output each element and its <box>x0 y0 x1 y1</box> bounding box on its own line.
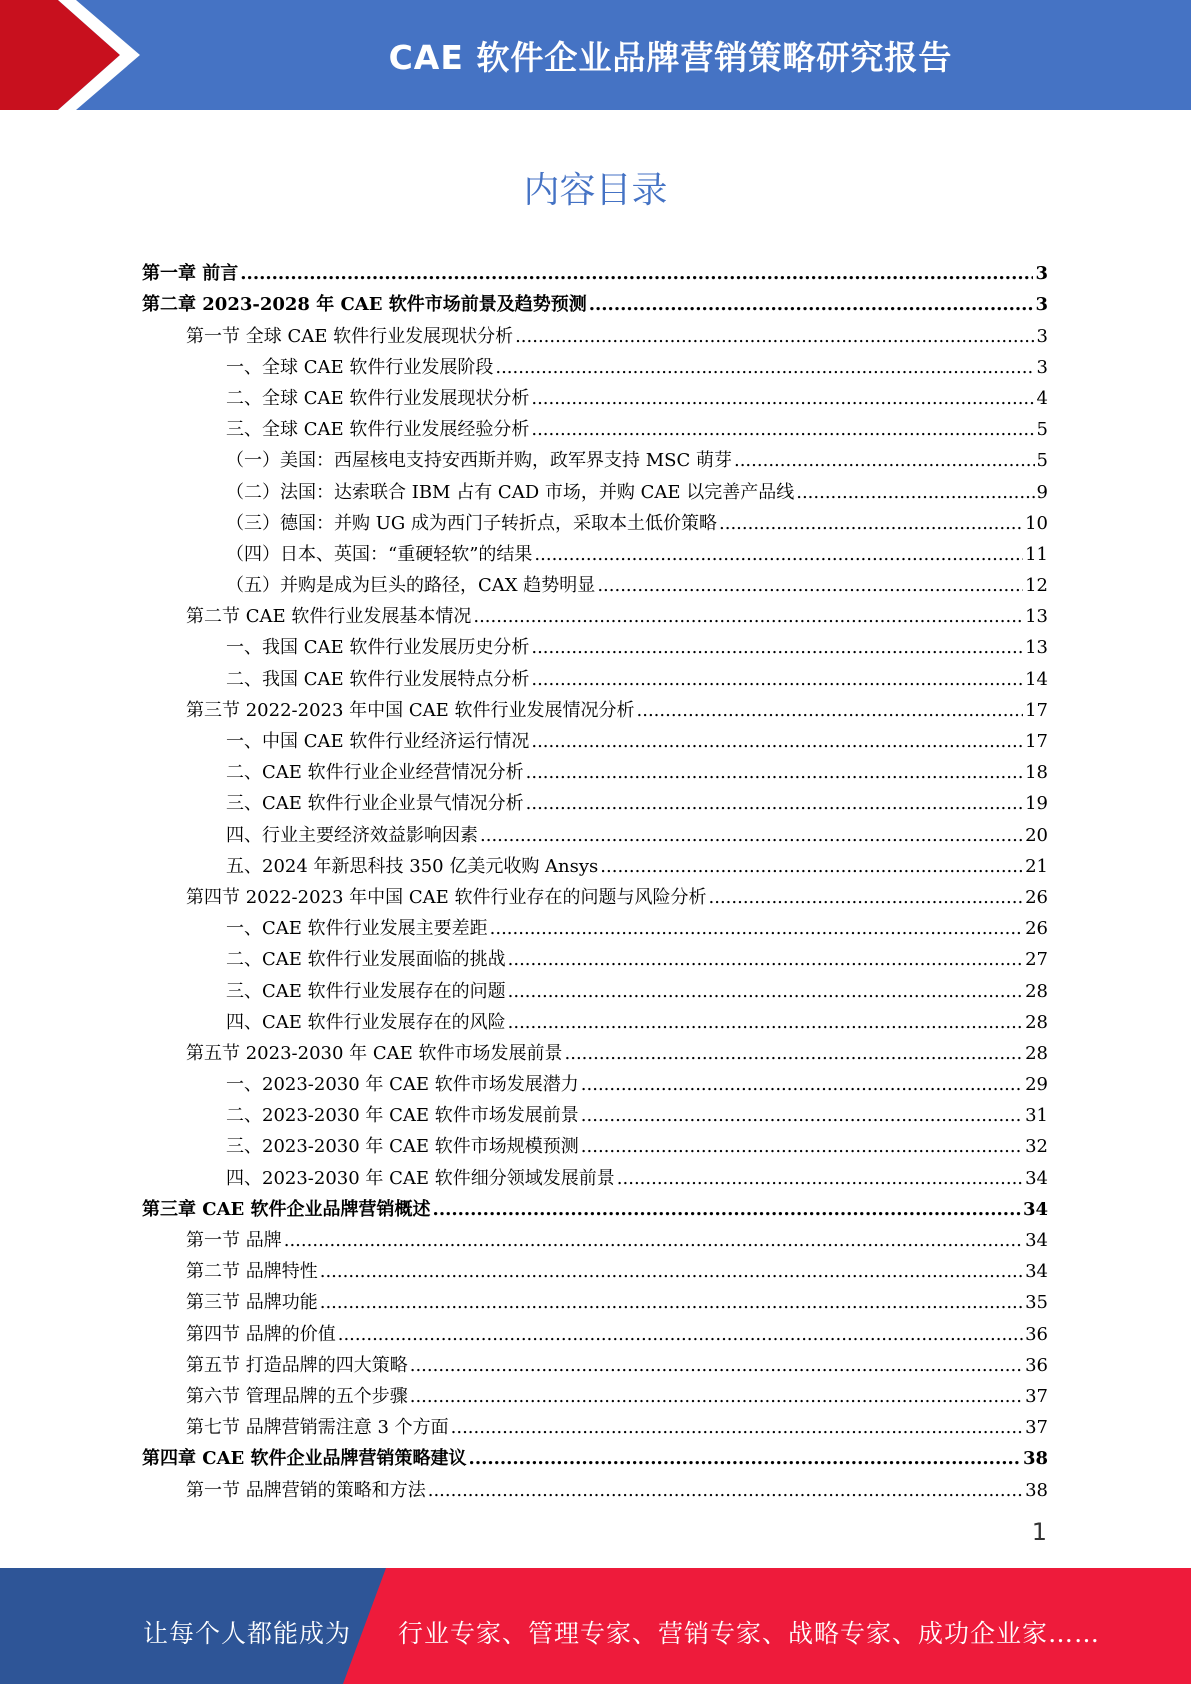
toc-entry[interactable] <box>142 472 1048 503</box>
toc-entry[interactable] <box>142 909 1048 940</box>
toc-entry-page: 34 <box>1025 1167 1048 1189</box>
toc-leader-dots <box>451 1417 1023 1439</box>
toc-entry-page: 36 <box>1025 1323 1048 1345</box>
toc-leader-dots <box>531 419 1034 441</box>
toc-entry-page: 17 <box>1025 699 1048 721</box>
toc-entry[interactable] <box>142 1252 1048 1283</box>
toc-leader-dots <box>410 1355 1023 1377</box>
toc-entry-page: 38 <box>1025 1479 1048 1501</box>
toc-entry[interactable] <box>142 1003 1048 1034</box>
toc-leader-dots <box>473 606 1023 628</box>
toc-heading: 内容目录 <box>523 170 668 211</box>
toc-entry-title: 三、CAE 软件行业企业景气情况分析 <box>226 793 524 815</box>
toc-entry[interactable] <box>142 1439 1048 1470</box>
toc-entry-title: 三、CAE 软件行业发展存在的问题 <box>226 980 506 1002</box>
toc-entry-title: 第三节 品牌功能 <box>186 1292 318 1314</box>
toc-entry-page: 26 <box>1025 886 1048 908</box>
toc-entry[interactable] <box>142 597 1048 628</box>
report-title: CAE 软件企业品牌营销策略研究报告 <box>388 37 953 77</box>
toc-entry[interactable] <box>142 1346 1048 1377</box>
toc-leader-dots <box>534 544 1023 566</box>
table-of-contents <box>142 254 1048 1502</box>
toc-entry-title: 一、中国 CAE 软件行业经济运行情况 <box>226 731 530 752</box>
toc-entry-title: 二、CAE 软件行业企业经营情况分析 <box>226 762 524 784</box>
toc-entry-page: 37 <box>1025 1417 1048 1439</box>
toc-entry-page: 9 <box>1036 481 1048 503</box>
toc-entry-title: 第三节 2022-2023 年中国 CAE 软件行业发展情况分析 <box>186 699 635 721</box>
toc-leader-dots <box>719 513 1023 535</box>
toc-entry[interactable] <box>142 878 1048 909</box>
toc-entry[interactable] <box>142 316 1048 347</box>
toc-entry-page: 36 <box>1025 1354 1048 1376</box>
toc-leader-dots <box>284 1230 1023 1252</box>
toc-entry-page: 3 <box>1036 356 1048 378</box>
toc-entry[interactable] <box>142 441 1048 472</box>
page-number: 1 <box>1031 1518 1047 1546</box>
toc-entry-title: 四、2023-2030 年 CAE 软件细分领域发展前景 <box>226 1167 615 1189</box>
toc-entry-page: 37 <box>1025 1385 1048 1407</box>
toc-leader-dots <box>581 1136 1023 1158</box>
toc-entry-page: 31 <box>1025 1105 1048 1127</box>
toc-leader-dots <box>617 1168 1023 1190</box>
toc-leader-dots <box>508 1012 1023 1034</box>
toc-entry-page: 18 <box>1025 762 1048 784</box>
toc-entry[interactable] <box>142 1408 1048 1439</box>
toc-entry-page: 34 <box>1025 1230 1048 1251</box>
toc-entry[interactable] <box>142 1190 1048 1221</box>
toc-entry-page: 12 <box>1025 575 1048 597</box>
header-band <box>0 0 1191 110</box>
toc-leader-dots <box>480 825 1023 847</box>
toc-entry[interactable] <box>142 379 1048 410</box>
footer-slogan-left: 让每个人都能成为 <box>143 1619 352 1648</box>
toc-entry-title: 一、CAE 软件行业发展主要差距 <box>226 918 488 940</box>
toc-entry-page: 17 <box>1025 731 1048 752</box>
toc-entry-page: 13 <box>1025 606 1048 628</box>
toc-entry[interactable] <box>142 566 1048 597</box>
toc-entry-title: 第四节 2022-2023 年中国 CAE 软件行业存在的问题与风险分析 <box>186 886 707 908</box>
toc-entry-page: 28 <box>1025 980 1048 1002</box>
toc-entry-title: 第五节 2023-2030 年 CAE 软件市场发展前景 <box>186 1042 563 1064</box>
toc-entry[interactable] <box>142 1127 1048 1158</box>
toc-entry[interactable] <box>142 254 1048 285</box>
toc-leader-dots <box>320 1292 1023 1314</box>
toc-entry-page: 27 <box>1025 949 1048 971</box>
toc-entry[interactable] <box>142 753 1048 784</box>
toc-entry-page: 5 <box>1036 419 1048 441</box>
toc-entry[interactable] <box>142 784 1048 815</box>
toc-entry-page: 3 <box>1036 325 1048 347</box>
toc-leader-dots <box>508 949 1023 971</box>
toc-entry[interactable] <box>142 722 1048 753</box>
toc-leader-dots <box>526 793 1023 815</box>
toc-entry-title: 第二章 2023-2028 年 CAE 软件市场前景及趋势预测 <box>142 294 587 316</box>
toc-entry-title: 四、行业主要经济效益影响因素 <box>226 824 478 846</box>
footer-slogan-right: 行业专家、管理专家、营销专家、战略专家、成功企业家…… <box>398 1619 1101 1648</box>
toc-leader-dots <box>495 357 1034 379</box>
toc-leader-dots <box>526 762 1023 784</box>
toc-entry[interactable] <box>142 1065 1048 1096</box>
toc-entry-page: 26 <box>1025 918 1048 940</box>
toc-entry-title: 第一节 品牌营销的策略和方法 <box>186 1479 426 1501</box>
toc-leader-dots <box>515 326 1034 348</box>
toc-entry[interactable] <box>142 940 1048 971</box>
toc-leader-dots <box>581 1105 1023 1127</box>
toc-entry-title: 第三章 CAE 软件企业品牌营销概述 <box>142 1198 431 1220</box>
toc-leader-dots <box>531 731 1023 753</box>
toc-entry-title: 一、全球 CAE 软件行业发展阶段 <box>226 356 494 378</box>
toc-entry-title: 二、2023-2030 年 CAE 软件市场发展前景 <box>226 1105 579 1127</box>
toc-leader-dots <box>508 981 1023 1003</box>
toc-leader-dots <box>490 918 1023 940</box>
toc-entry[interactable] <box>142 847 1048 878</box>
toc-entry[interactable] <box>142 659 1048 690</box>
toc-entry-page: 4 <box>1036 387 1048 409</box>
toc-entry[interactable] <box>142 628 1048 659</box>
toc-entry-title: 四、CAE 软件行业发展存在的风险 <box>226 1011 506 1033</box>
toc-entry[interactable] <box>142 1096 1048 1127</box>
toc-entry-title: （三）德国：并购 UG 成为西门子转折点，采取本土低价策略 <box>226 512 717 534</box>
toc-entry[interactable] <box>142 285 1048 316</box>
toc-entry-title: 第七节 品牌营销需注意 3 个方面 <box>186 1417 449 1439</box>
toc-entry-title: 第五节 打造品牌的四大策略 <box>186 1354 408 1376</box>
toc-entry[interactable] <box>142 1283 1048 1314</box>
toc-entry-page: 21 <box>1025 855 1048 877</box>
toc-entry-title: 第二节 品牌特性 <box>186 1261 318 1283</box>
toc-leader-dots <box>709 887 1024 909</box>
toc-entry-title: 第一章 前言 <box>142 263 239 285</box>
toc-entry-title: 第一节 品牌 <box>186 1230 282 1251</box>
toc-leader-dots <box>531 388 1034 410</box>
toc-entry-page: 10 <box>1025 512 1048 534</box>
toc-entry-title: （二）法国：达索联合 IBM 占有 CAD 市场，并购 CAE 以完善产品线 <box>226 481 795 503</box>
toc-entry-page: 35 <box>1025 1292 1048 1314</box>
toc-entry-title: 第二节 CAE 软件行业发展基本情况 <box>186 606 472 628</box>
toc-entry-title: 第一节 全球 CAE 软件行业发展现状分析 <box>186 325 514 347</box>
toc-leader-dots <box>589 294 1034 316</box>
toc-entry-title: 一、我国 CAE 软件行业发展历史分析 <box>226 637 530 659</box>
toc-entry-title: 二、CAE 软件行业发展面临的挑战 <box>226 949 506 971</box>
toc-leader-dots <box>469 1448 1021 1470</box>
toc-entry-title: （五）并购是成为巨头的路径，CAX 趋势明显 <box>226 575 596 597</box>
toc-entry-title: 二、全球 CAE 软件行业发展现状分析 <box>226 387 530 409</box>
toc-entry-page: 34 <box>1022 1198 1048 1220</box>
toc-entry[interactable] <box>142 691 1048 722</box>
toc-entry-title: 第四章 CAE 软件企业品牌营销策略建议 <box>142 1448 467 1470</box>
toc-entry[interactable] <box>142 971 1048 1002</box>
toc-entry-title: 五、2024 年新思科技 350 亿美元收购 Ansys <box>226 855 599 877</box>
toc-entry-title: 三、全球 CAE 软件行业发展经验分析 <box>226 419 530 441</box>
toc-leader-dots <box>581 1074 1023 1096</box>
toc-leader-dots <box>531 669 1023 691</box>
header-arrow-icon <box>0 0 150 110</box>
toc-entry-title: 二、我国 CAE 软件行业发展特点分析 <box>226 668 530 690</box>
toc-entry-page: 19 <box>1025 793 1048 815</box>
toc-entry-page: 5 <box>1036 450 1048 472</box>
toc-entry-page: 34 <box>1025 1261 1048 1283</box>
toc-entry-page: 32 <box>1025 1136 1048 1158</box>
toc-entry-title: （四）日本、英国：“重硬轻软”的结果 <box>226 543 533 565</box>
toc-entry-title: 第四节 品牌的价值 <box>186 1323 336 1345</box>
toc-entry[interactable] <box>142 1377 1048 1408</box>
toc-leader-dots <box>338 1324 1023 1346</box>
toc-entry[interactable] <box>142 815 1048 846</box>
toc-entry-page: 38 <box>1022 1448 1048 1470</box>
toc-leader-dots <box>597 575 1023 597</box>
toc-leader-dots <box>428 1480 1023 1502</box>
toc-entry-page: 28 <box>1025 1011 1048 1033</box>
toc-entry[interactable] <box>142 504 1048 535</box>
toc-entry-title: （一）美国：西屋核电支持安西斯并购，政军界支持 MSC 萌芽 <box>226 450 732 472</box>
toc-entry[interactable] <box>142 535 1048 566</box>
toc-entry[interactable] <box>142 410 1048 441</box>
toc-leader-dots <box>433 1199 1021 1221</box>
toc-leader-dots <box>410 1386 1023 1408</box>
toc-entry[interactable] <box>142 1221 1048 1252</box>
toc-leader-dots <box>320 1261 1023 1283</box>
toc-entry-page: 28 <box>1025 1042 1048 1064</box>
toc-leader-dots <box>734 450 1035 472</box>
toc-entry-page: 11 <box>1025 543 1048 565</box>
toc-leader-dots <box>637 700 1024 722</box>
toc-entry[interactable] <box>142 1314 1048 1345</box>
toc-entry[interactable] <box>142 1034 1048 1065</box>
toc-leader-dots <box>565 1043 1024 1065</box>
toc-entry[interactable] <box>142 348 1048 379</box>
toc-entry-page: 3 <box>1035 263 1048 285</box>
toc-entry-page: 13 <box>1025 637 1048 659</box>
toc-entry-page: 3 <box>1035 294 1048 316</box>
toc-leader-dots <box>240 263 1033 285</box>
toc-entry-page: 29 <box>1025 1074 1048 1096</box>
toc-leader-dots <box>600 856 1023 878</box>
toc-entry-page: 14 <box>1025 668 1048 690</box>
toc-entry-page: 20 <box>1025 824 1048 846</box>
toc-entry-title: 一、2023-2030 年 CAE 软件市场发展潜力 <box>226 1074 579 1096</box>
toc-leader-dots <box>531 637 1023 659</box>
toc-entry-title: 第六节 管理品牌的五个步骤 <box>186 1385 408 1407</box>
toc-entry-title: 三、2023-2030 年 CAE 软件市场规模预测 <box>226 1136 579 1158</box>
toc-leader-dots <box>796 482 1034 504</box>
toc-entry[interactable] <box>142 1158 1048 1189</box>
toc-entry[interactable] <box>142 1470 1048 1501</box>
